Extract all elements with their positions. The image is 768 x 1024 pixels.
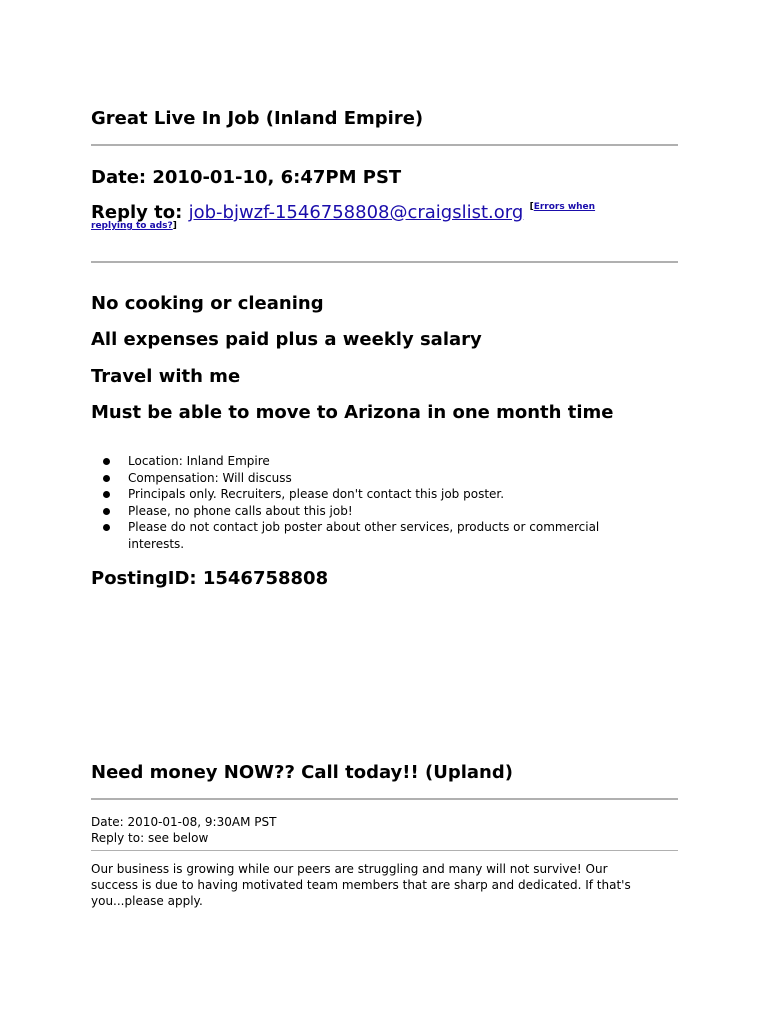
bullet-icon bbox=[103, 475, 110, 482]
body-line: All expenses paid plus a weekly salary bbox=[91, 329, 482, 350]
bullet-icon bbox=[103, 458, 110, 465]
divider bbox=[91, 798, 678, 800]
list-item-text: Location: Inland Empire bbox=[128, 454, 270, 468]
post-date: Date: 2010-01-08, 9:30AM PST bbox=[91, 815, 277, 829]
list-item-text: Compensation: Will discuss bbox=[128, 470, 292, 485]
bracket-close: ] bbox=[172, 221, 177, 231]
list-item-text: Principals only. Recruiters, please don't contact this job poster. bbox=[128, 487, 505, 502]
post-body: Our business is growing while our peers are struggling and many will not survive! Our success is due to having motivated team members that are sharp and dedicated. If that's you...please apply. bbox=[91, 862, 631, 908]
posting-id: PostingID: 1546758808 bbox=[91, 568, 329, 589]
errors-help-link-part2[interactable]: replying to ads? bbox=[91, 221, 173, 231]
reply-line bbox=[91, 200, 681, 226]
reply-email-link[interactable]: job-bjwzf-1546758808@craigslist.org bbox=[188, 202, 524, 223]
bracket-open: [ bbox=[529, 202, 534, 212]
reply-section bbox=[91, 200, 681, 232]
list-item bbox=[91, 486, 651, 503]
bullet-icon bbox=[103, 524, 110, 531]
post-title: Great Live In Job (Inland Empire) bbox=[91, 108, 424, 129]
divider bbox=[91, 261, 678, 263]
divider bbox=[91, 850, 678, 851]
list-item-text: Please, no phone calls about this job! bbox=[128, 503, 353, 518]
bullet-icon bbox=[103, 491, 110, 498]
errors-help bbox=[530, 202, 596, 212]
errors-help-link-part1[interactable]: Errors when bbox=[533, 202, 596, 212]
list-item bbox=[91, 470, 651, 487]
list-item bbox=[91, 503, 651, 520]
list-item-text: Please do not contact job poster about other services, products or commercial interests. bbox=[128, 520, 600, 551]
bullet-icon bbox=[103, 508, 110, 515]
list-item bbox=[91, 453, 651, 470]
list-item bbox=[91, 519, 651, 552]
post-date: Date: 2010-01-10, 6:47PM PST bbox=[91, 167, 402, 188]
divider bbox=[91, 144, 678, 146]
details-list bbox=[91, 453, 651, 553]
body-line: Must be able to move to Arizona in one month time bbox=[91, 402, 614, 423]
body-line: No cooking or cleaning bbox=[91, 293, 324, 314]
reply-info: Reply to: see below bbox=[91, 831, 209, 845]
post-title: Need money NOW?? Call today!! (Upland) bbox=[91, 762, 513, 783]
reply-label: Reply to: bbox=[91, 202, 183, 223]
body-line: Travel with me bbox=[91, 366, 241, 387]
